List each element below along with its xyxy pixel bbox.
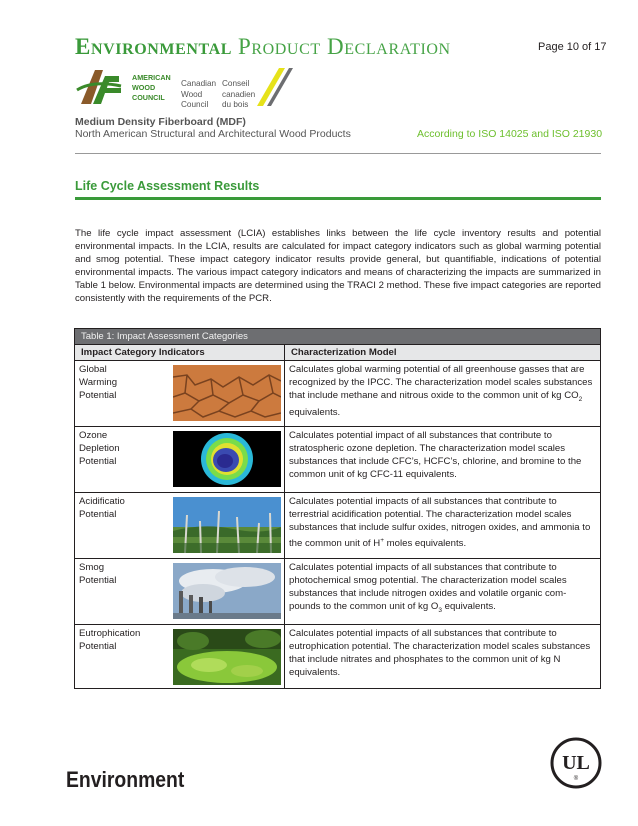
category-label [79,364,159,403]
model-superscript: + [380,536,384,544]
cwc-en-line1: Canadian [181,79,217,88]
model-text: Calculates potential impact of all substances that contribute to stratospheric ozone depletion. The characterization model scales substances that include CFC’s, HCFC’s, chlorine, and bromine to the common unit of kg CFC-11 equivalents. [289,430,582,480]
table-caption: Table 1: Impact Assessment Categories [75,329,600,345]
awc-wordmark [132,73,171,103]
impact-categories-table [74,328,601,689]
model-text: Calculates global warming potential of all greenhouse gasses that are recognized by the IPCC. The characterization model scales substances that include methane and nitrous oxide to the common unit of kg CO [289,364,593,401]
algae-pond-image [173,629,281,685]
product-subtitle: North American Structural and Architectural Wood Products [75,128,351,140]
header-divider [75,153,601,154]
intro-paragraph: The life cycle impact assessment (LCIA) establishes links between the life cycle inventory results and potential environmental impacts. In the LCIA, results are calculated for impact category indicators such as global warming potential and smog potential. These impact category indicator results provide general, but quantifiable, indications of potential environmental impacts. The various impact category indicators and means of characterizing the impacts are summarized in Table 1 below. Environmental impacts are determined using the TRACI 2 method. These five impact categories are reported consistently with the requirements of the PCR. [75,228,601,304]
awc-line3: COUNCIL [132,93,165,102]
section-title: Life Cycle Assessment Results [75,179,260,193]
section-divider [75,197,601,200]
category-label-line: Potential [79,640,117,652]
cracked-earth-image [173,365,281,421]
awc-line2: WOOD [132,83,156,92]
characterization-model [285,625,600,688]
model-text-tail: moles equivalents. [383,537,467,549]
cwc-fr-line1: Conseil [222,79,250,88]
cwc-logo-icon [253,66,293,108]
title-bold: Environmental [75,34,233,59]
title-light: Product Declaration [237,34,451,59]
ul-registered-mark: ® [573,776,579,782]
awc-logo-icon [75,66,127,106]
cwc-en-line2: Wood [181,89,203,99]
cwc-english [181,79,216,111]
document-title [75,34,451,60]
cwc-en-line3: Council [181,100,209,109]
table-row [75,625,600,688]
model-subscript: 2 [578,395,583,403]
model-text-tail: equivalents. [289,406,341,418]
table-row [75,559,600,625]
category-label-line: Depletion [79,442,120,454]
header-model: Characterization Model [291,347,397,358]
category-label-line: Potential [79,389,117,401]
ozone-hole-image [173,431,281,487]
cwc-fr-line2: canadien [222,89,256,99]
category-label-line: Ozone [79,430,108,441]
footer-environment-label: Environment [66,767,185,792]
characterization-model [285,427,600,492]
ul-logo-icon [550,737,602,789]
page-number: Page 10 of 17 [538,41,607,53]
category-label-line: Potential [79,508,117,520]
header-indicators: Impact Category Indicators [75,345,285,360]
smokestacks-image [173,563,281,619]
characterization-model [285,361,600,426]
category-label-line: Potential [79,455,117,467]
category-label [79,430,159,469]
table-row [75,427,600,493]
category-label [79,496,159,522]
dead-forest-image [173,497,281,553]
characterization-model [285,493,600,558]
ul-mark-text: UL [562,752,590,774]
category-label-line: Warming [79,376,118,388]
table-row [75,361,600,427]
cwc-fr-line3: du bois [222,100,249,109]
model-text-tail: equivalents. [441,600,496,612]
model-text: Calculates potential impacts of all substances that contribute to terrestrial acidification potential. The characterization model scales substances that include sulfur oxides, nitrogen oxides, and ammonia to the common unit of H [289,496,591,549]
category-label-line: Smog [79,562,105,573]
category-label-line: Eutrophication [79,628,141,639]
iso-standard: According to ISO 14025 and ISO 21930 [417,128,603,140]
category-label [79,562,159,588]
table-row [75,493,600,559]
characterization-model [285,559,600,624]
product-name: Medium Density Fiberboard (MDF) [75,116,246,128]
category-label-line: Acidificatio [79,496,125,507]
table-header-row [75,345,600,361]
model-text: Calculates potential impacts of all substances that contribute to photochemical smog potential. The characterization model scales substances that include nitrogen oxides and volatile organic compounds to the common unit of kg O [289,562,567,612]
cwc-french [222,79,255,111]
category-label-line: Potential [79,574,117,586]
logo-row [75,66,375,110]
category-label-line: Global [79,364,107,375]
model-text: Calculates potential impacts of all substances that contribute to eutrophication potential. The characterization model scales substances that include nitrates and phosphates to the common unit of kg N equivalents. [289,628,591,678]
model-subscript: 3 [438,606,442,614]
awc-line1: AMERICAN [132,73,171,82]
category-label [79,628,159,654]
